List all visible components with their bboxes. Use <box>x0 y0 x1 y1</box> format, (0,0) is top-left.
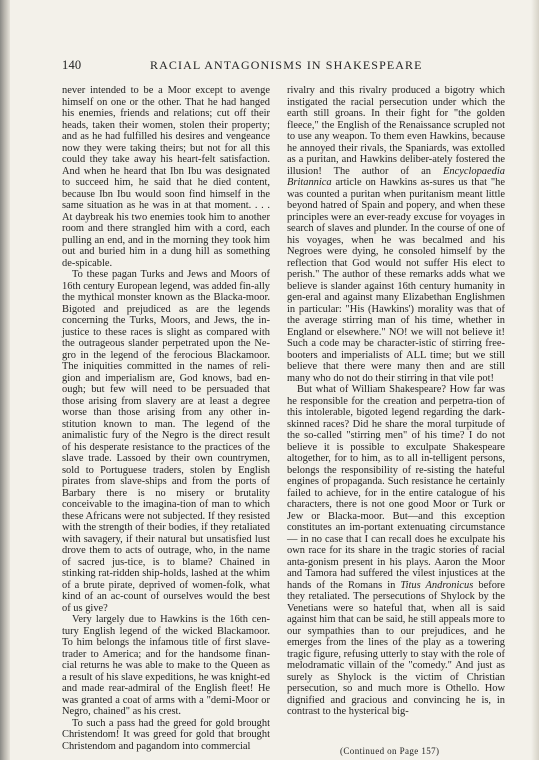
italic-title: Encyclopaedia Britannica <box>287 165 505 188</box>
page-edge-shadow <box>531 0 539 760</box>
text-run: rivalry and this rivalry produced a bigotry which instigated the racial persecution under which the earth still groans. In their fight for "the golden fleece," the English of the Renaissance scrupled not to use any weapon. To them even Hawkins, because he annoyed their rivals, the Spaniards, was extolled as a puritan, and Hawkins deliber-ately fostered the illusion! The author of an <box>287 85 505 177</box>
paragraph: Very largely due to Hawkins is the 16th cen-tury English legend of the wicked Blackamoor. To him belongs the infamous title of first slave-trader to America; and for the handsome finan-cial returns he was able to make to the Queen as a result of his slave expeditions, he was knight-ed and made rear-admiral of the English fleet! He was granted a coat of arms with a "demi-Moor or Negro, chained" as his crest. <box>62 614 270 717</box>
paragraph: To these pagan Turks and Jews and Moors of 16th century European legend, was added fin-ally the mythical monster known as the Blacka-moor. Bigoted and prejudiced as are the legends concerning the Turks, Moors, and Jews, the in-justice to these races is slight as compared with the outrageous slander perpetrated upon the Ne-gro in the legend of the ferocious Blackamoor. The iniquities committed in the names of reli-gion and imperialism are, God knows, bad en-ough; but few will need to be persuaded that those arising from slavery are at least a degree worse than those arising from any other in-stitution known to man. The legend of the animalistic fury of the Negro is the direct result of his desperate resistance to the practices of the slave trade. Lassoed by their own countrymen, sold to Portuguese traders, stolen by English pirates from slave-ships and from the ports of Barbary there is no misery or brutality conceivable to the imagina-tion of man to which these Africans were not subjected. If they resisted with the strength of their bodies, if they retaliated with savagery, if their natural but unsatisfied lust drove them to acts of outrage, who, in the name of sacred jus-tice, is to blame? Chained in stinking rat-ridden ship-holds, lashed at the whim of a brute pirate, deprived of women-folk, what kind of an ac-count of ourselves would the best of us give? <box>62 269 270 614</box>
page-header <box>62 58 504 74</box>
continued-note: (Continued on Page 157) <box>340 746 440 756</box>
paragraph: To such a pass had the greed for gold brought Christendom! It was greed for gold that brought Christendom and pagandom into commercial <box>62 717 270 752</box>
paragraph <box>287 85 505 384</box>
text-run: article on Hawkins as-sures us that "he was counted a puritan when puritanism meant little beyond hatred of Spain and popery, and when these principles were an ever-ready excuse for voyages in search of slaves and plunder. In the course of one of his voyages, when he was becalmed and his Negroes were dying, he consoled himself by the reflection that God would not suffer His elect to perish." The author of these remarks adds what we believe is slander against 16th century humanity in gen-eral and against many Elizabethan Englishmen in particular: "His (Hawkins') morality was that of the average stirring man of his time, whether in England or elsewhere." NO! we will not believe it! Such a code may be character-istic of stirring free-booters and imperialists of ALL time; but we still believe that there were many then and are still many who do not do their stirring in that vile pot! <box>287 177 505 384</box>
page-number: 140 <box>62 58 82 72</box>
text-run: before they retaliated. The persecutions of Shylock by the Venetians were so hateful that, when all is said against him that can be said, he still appeals more to our sympathies than to our prejudices, and he emerges from the lines of the play as a towering tragic figure, refusing utterly to stay with the role of melodramatic villain of the "comedy." And just as surely as Shylock is the victim of Christian persecution, so and much more is Othello. How dignified and gracious and convincing he is, in contrast to the hysterical big- <box>287 579 506 717</box>
paragraph: never intended to be a Moor except to avenge himself on one or the other. That he had hanged his enemies, friends and relations; cut off their heads, taken their women, stolen their property; and as he had fulfilled his desires and vengeance now they were taking theirs; but not for all this could they take away his heart-felt satisfaction. And when he heard that Ibn Ibu was designated to succeed him, he said that he died content, because Ibn Ibu would soon find himself in the same situation as he was in at that moment. . . . At daybreak his two enemies took him to another room and there strangled him with a cord, each pulling an end, and in the morning they took him out and buried him in a dung hill as something de-spicable. <box>62 85 270 269</box>
running-head: RACIAL ANTAGONISMS IN SHAKESPEARE <box>150 58 423 72</box>
italic-title: Titus Andronicus <box>400 579 474 591</box>
paragraph <box>287 384 505 718</box>
left-column <box>62 85 270 752</box>
right-column <box>287 85 505 718</box>
text-run: But what of William Shakespeare? How far was he responsible for the creation and perpetra-tion of this intolerable, bigoted legend regarding the dark-skinned races? Did he share the moral turpitude of the so-called "stirring men" of his time? I do not believe it is possible to exculpate Shakespeare altogether, for to him, as to all in-telligent persons, belongs the responsibility of re-sisting the hateful engines of propaganda. Such resistance he certainly failed to achieve, for in the entire catalogue of his characters, there is not one good Moor or Turk or Jew or Blacka-moor. But—and this exception constitutes an im-portant extenuating circumstance — in no case that I can recall does he exculpate his own race for its share in the tragic stories of racial anta-gonism present in his plays. Aaron the Moor and Tamora had suffered the vilest injustices at the hands of the Romans in <box>287 384 505 591</box>
book-gutter-shadow <box>0 0 10 760</box>
